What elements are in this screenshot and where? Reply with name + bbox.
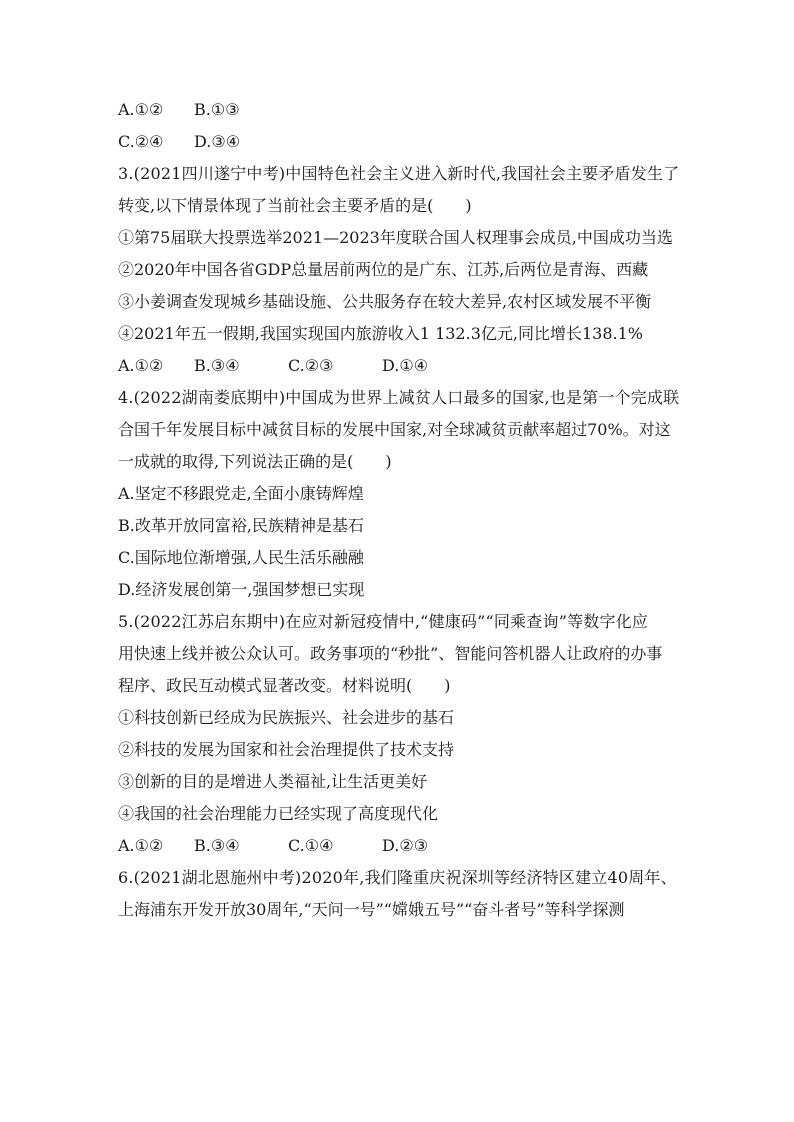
question-3-item-2: ②2020年中国各省GDP总量居前两位的是广东、江苏,后两位是青海、西藏 [118,260,649,279]
question-5-item-3: ③创新的目的是增进人类福祉,让生活更美好 [118,772,428,791]
question-5-stem-line-3: 程序、政民互动模式显著改变。材料说明( ) [118,676,451,695]
question-3-item-3: ③小姜调查发现城乡基础设施、公共服务存在较大差异,农村区域发展不平衡 [118,292,652,311]
prev-question-options-row1 [118,94,686,126]
option-b: B.①③ [194,100,240,119]
question-4-option-c: C.国际地位渐增强,人民生活乐融融 [118,548,364,567]
question-3-item-1: ①第75届联大投票选举2021—2023年度联合国人权理事会成员,中国成功当选 [118,228,673,247]
question-4-stem-line-2: 合国千年发展目标中减贫目标的发展中国家,对全球减贫贡献率超过70%。对这 [118,420,671,439]
question-5 [118,606,686,862]
option-d: D.③④ [194,132,241,151]
question-5-item-1: ①科技创新已经成为民族振兴、社会进步的基石 [118,708,455,727]
prev-question-options-row2 [118,126,686,158]
question-4-option-a: A.坚定不移跟党走,全面小康铸辉煌 [118,484,364,503]
question-4 [118,382,686,606]
question-5-stem-line-2: 用快速上线并被公众认可。政务事项的“秒批”、智能问答机器人让政府的办事 [118,644,663,663]
option-a: A.①② [118,836,164,855]
question-6-stem-line-2: 上海浦东开发开放30周年,“天问一号”“嫦娥五号”“奋斗者号”等科学探测 [118,900,625,919]
option-d: D.①④ [382,356,429,375]
option-c: C.②③ [288,356,334,375]
option-a: A.①② [118,100,164,119]
question-3-item-4: ④2021年五一假期,我国实现国内旅游收入1 132.3亿元,同比增长138.1% [118,324,643,343]
question-3-stem-line-2: 转变,以下情景体现了当前社会主要矛盾的是( ) [118,196,472,215]
question-5-item-4: ④我国的社会治理能力已经实现了高度现代化 [118,804,439,823]
question-4-stem-line-1: 4.(2022湖南娄底期中)中国成为世界上减贫人口最多的国家,也是第一个完成联 [118,388,680,407]
option-c: C.①④ [288,836,334,855]
exam-page [118,94,686,926]
question-3 [118,158,686,382]
question-4-option-d: D.经济发展创第一,强国梦想已实现 [118,580,365,599]
option-a: A.①② [118,356,164,375]
question-4-stem-line-3: 一成就的取得,下列说法正确的是( ) [118,452,392,471]
question-3-options [118,350,686,382]
option-b: B.③④ [194,356,240,375]
question-6 [118,862,686,926]
option-c: C.②④ [118,132,164,151]
question-4-option-b: B.改革开放同富裕,民族精神是基石 [118,516,364,535]
option-b: B.③④ [194,836,240,855]
question-5-stem-line-1: 5.(2022江苏启东期中)在应对新冠疫情中,“健康码”“同乘查询”等数字化应 [118,612,649,631]
question-5-item-2: ②科技的发展为国家和社会治理提供了技术支持 [118,740,455,759]
option-d: D.②③ [382,836,429,855]
question-3-stem-line-1: 3.(2021四川遂宁中考)中国特色社会主义进入新时代,我国社会主要矛盾发生了 [118,164,680,183]
question-5-options [118,830,686,862]
question-6-stem-line-1: 6.(2021湖北恩施州中考)2020年,我们隆重庆祝深圳等经济特区建立40周年、 [118,868,677,887]
